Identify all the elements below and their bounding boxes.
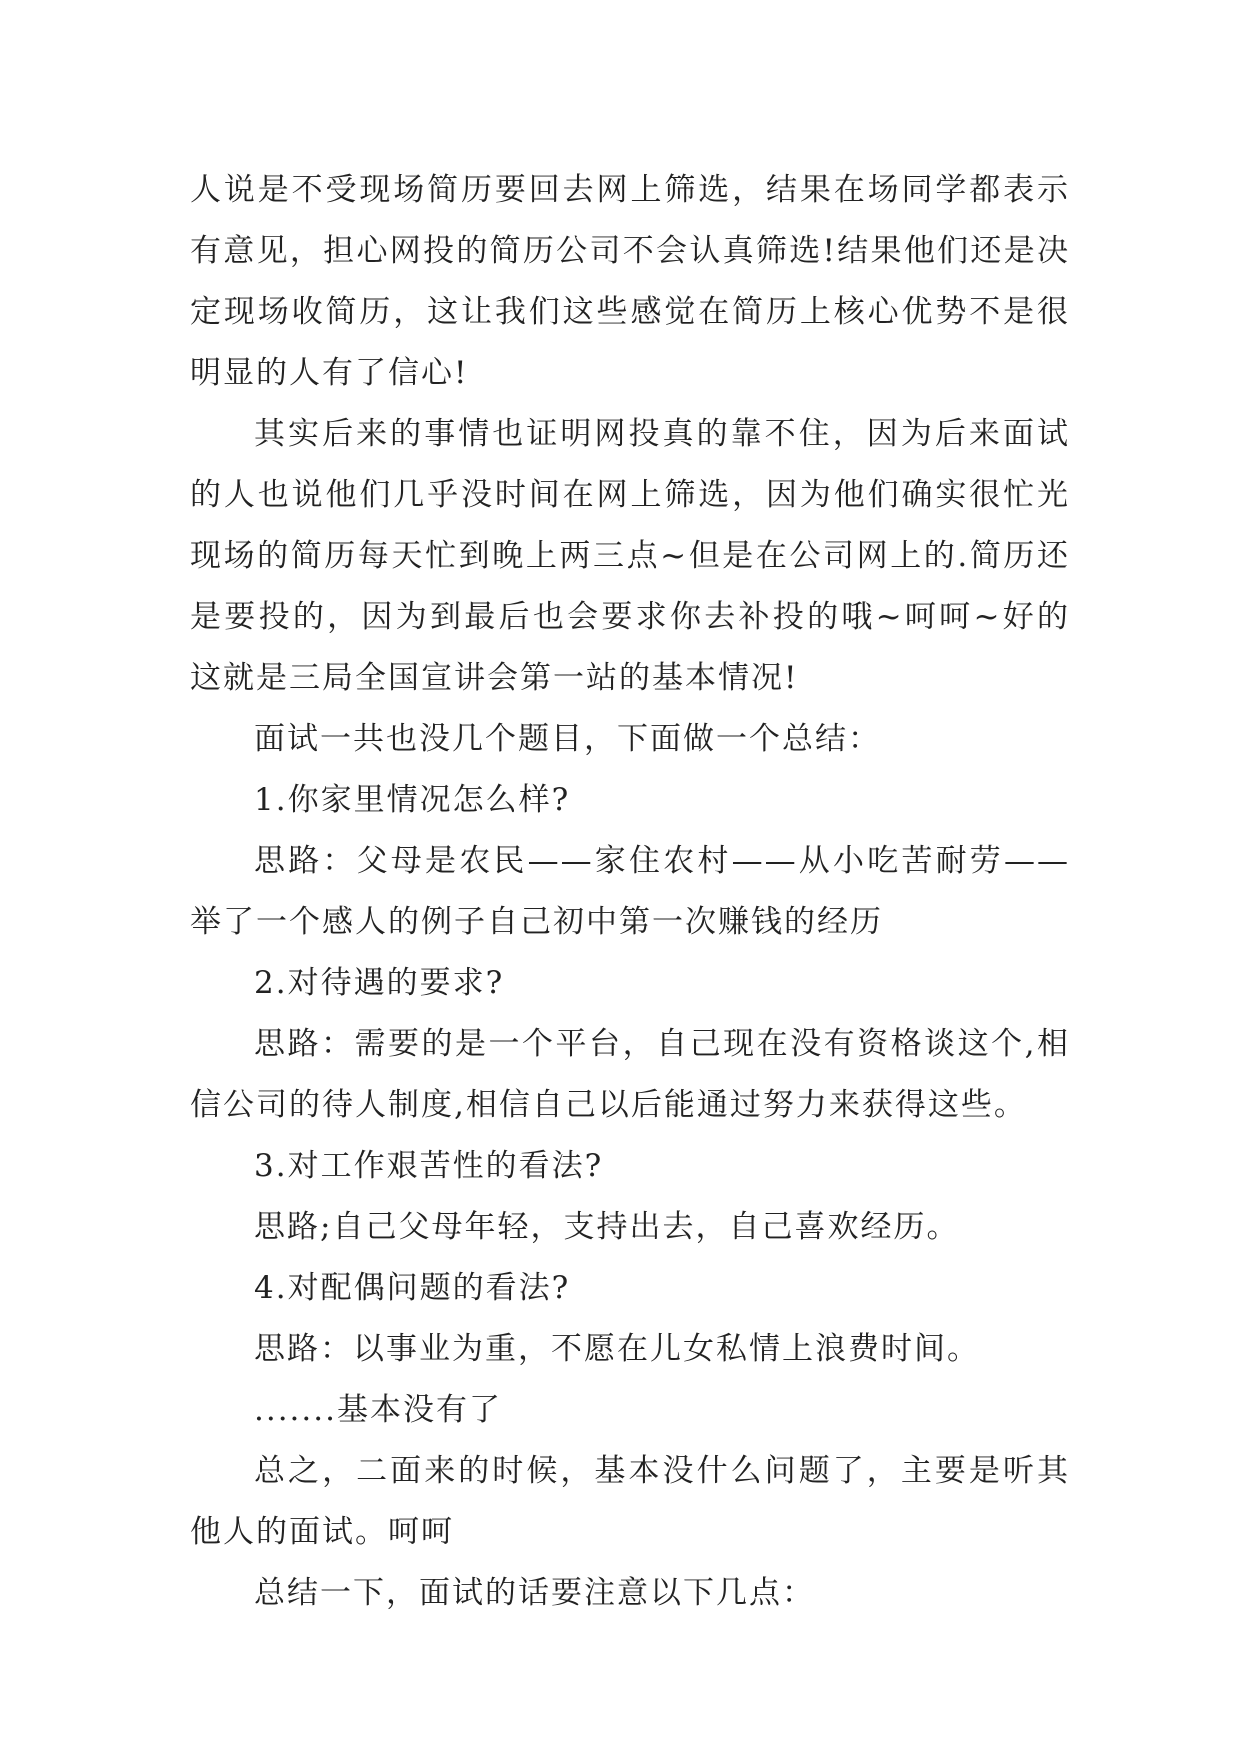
question-item: 1.你家里情况怎么样? [254,782,571,818]
paragraph: 总结一下，面试的话要注意以下几点： [254,1575,815,1611]
paragraph: 面试一共也没几个题目，下面做一个总结： [254,721,881,757]
answer-idea: 思路：需要的是一个平台，自己现在没有资格谈这个,相信公司的待人制度,相信自己以后能通过努力来获得这些。 [190,1026,1070,1123]
answer-idea: 思路;自己父母年轻，支持出去，自己喜欢经历。 [254,1209,960,1245]
paragraph: .......基本没有了 [254,1392,502,1428]
document-body [190,160,1070,1624]
paragraph: 人说是不受现场简历要回去网上筛选，结果在场同学都表示有意见，担心网投的简历公司不会认真筛选!结果他们还是决定现场收简历，这让我们这些感觉在简历上核心优势不是很明显的人有了信心! [190,172,1070,391]
paragraph: 总之，二面来的时候，基本没什么问题了，主要是听其他人的面试。呵呵 [190,1453,1070,1550]
question-item: 4.对配偶问题的看法? [254,1270,571,1306]
question-item: 3.对工作艰苦性的看法? [254,1148,604,1184]
answer-idea: 思路：父母是农民——家住农村——从小吃苦耐劳—— 举了一个感人的例子自己初中第一次赚钱的经历 [190,843,1070,940]
answer-idea: 思路：以事业为重，不愿在儿女私情上浪费时间。 [254,1331,980,1367]
paragraph: 其实后来的事情也证明网投真的靠不住，因为后来面试的人也说他们几乎没时间在网上筛选，因为他们确实很忙光现场的简历每天忙到晚上两三点~但是在公司网上的.简历还是要投的，因为到最后也会要求你去补投的哦~呵呵~好的这就是三局全国宣讲会第一站的基本情况! [190,416,1070,696]
question-item: 2.对待遇的要求? [254,965,505,1001]
